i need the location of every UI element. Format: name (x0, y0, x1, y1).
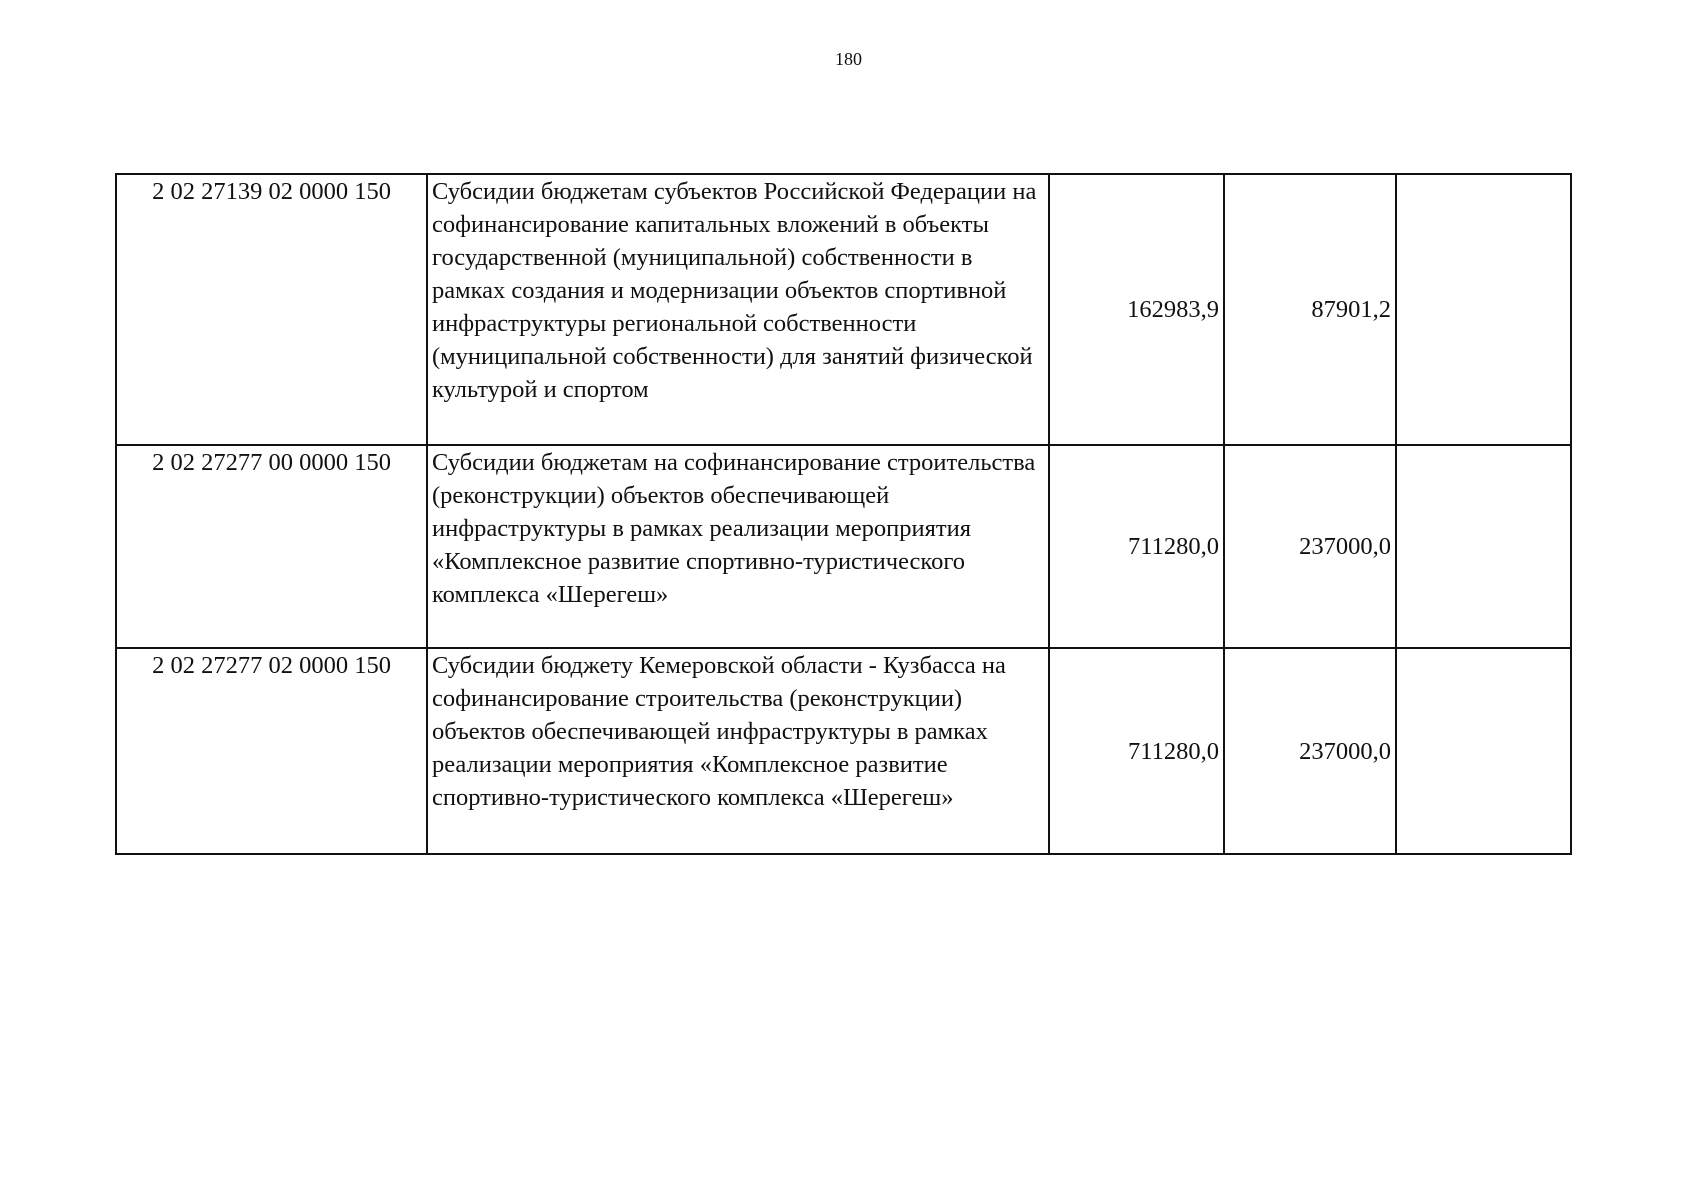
value-2-cell: 237000,0 (1224, 648, 1396, 854)
budget-code-cell: 2 02 27277 02 0000 150 (116, 648, 427, 854)
budget-code-cell: 2 02 27277 00 0000 150 (116, 445, 427, 648)
budget-table (115, 173, 1572, 855)
value-3-cell (1396, 174, 1571, 445)
description-cell: Субсидии бюджетам субъектов Российской Федерации на софинансирование капитальных вложений в объекты государственной (муниципальной) собственности в рамках создания и модернизации объектов спортивной инфраструктуры региональной собственности (муниципальной собственности) для занятий физической культурой и спортом (427, 174, 1049, 445)
value-1-cell: 711280,0 (1049, 648, 1224, 854)
value-2-cell: 87901,2 (1224, 174, 1396, 445)
description-cell: Субсидии бюджету Кемеровской области - Кузбасса на софинансирование строительства (реконструкции) объектов обеспечивающей инфраструктуры в рамках реализации мероприятия «Комплексное развитие спортивно-туристического комплекса «Шерегеш» (427, 648, 1049, 854)
value-3-cell (1396, 648, 1571, 854)
value-1-cell: 711280,0 (1049, 445, 1224, 648)
table-row (116, 445, 1571, 648)
table-row (116, 648, 1571, 854)
table-row (116, 174, 1571, 445)
value-3-cell (1396, 445, 1571, 648)
value-1-cell: 162983,9 (1049, 174, 1224, 445)
page-number: 180 (835, 49, 862, 69)
budget-code-cell: 2 02 27139 02 0000 150 (116, 174, 427, 445)
value-2-cell: 237000,0 (1224, 445, 1396, 648)
description-cell: Субсидии бюджетам на софинансирование строительства (реконструкции) объектов обеспечивающей инфраструктуры в рамках реализации мероприятия «Комплексное развитие спортивно-туристического комплекса «Шерегеш» (427, 445, 1049, 648)
